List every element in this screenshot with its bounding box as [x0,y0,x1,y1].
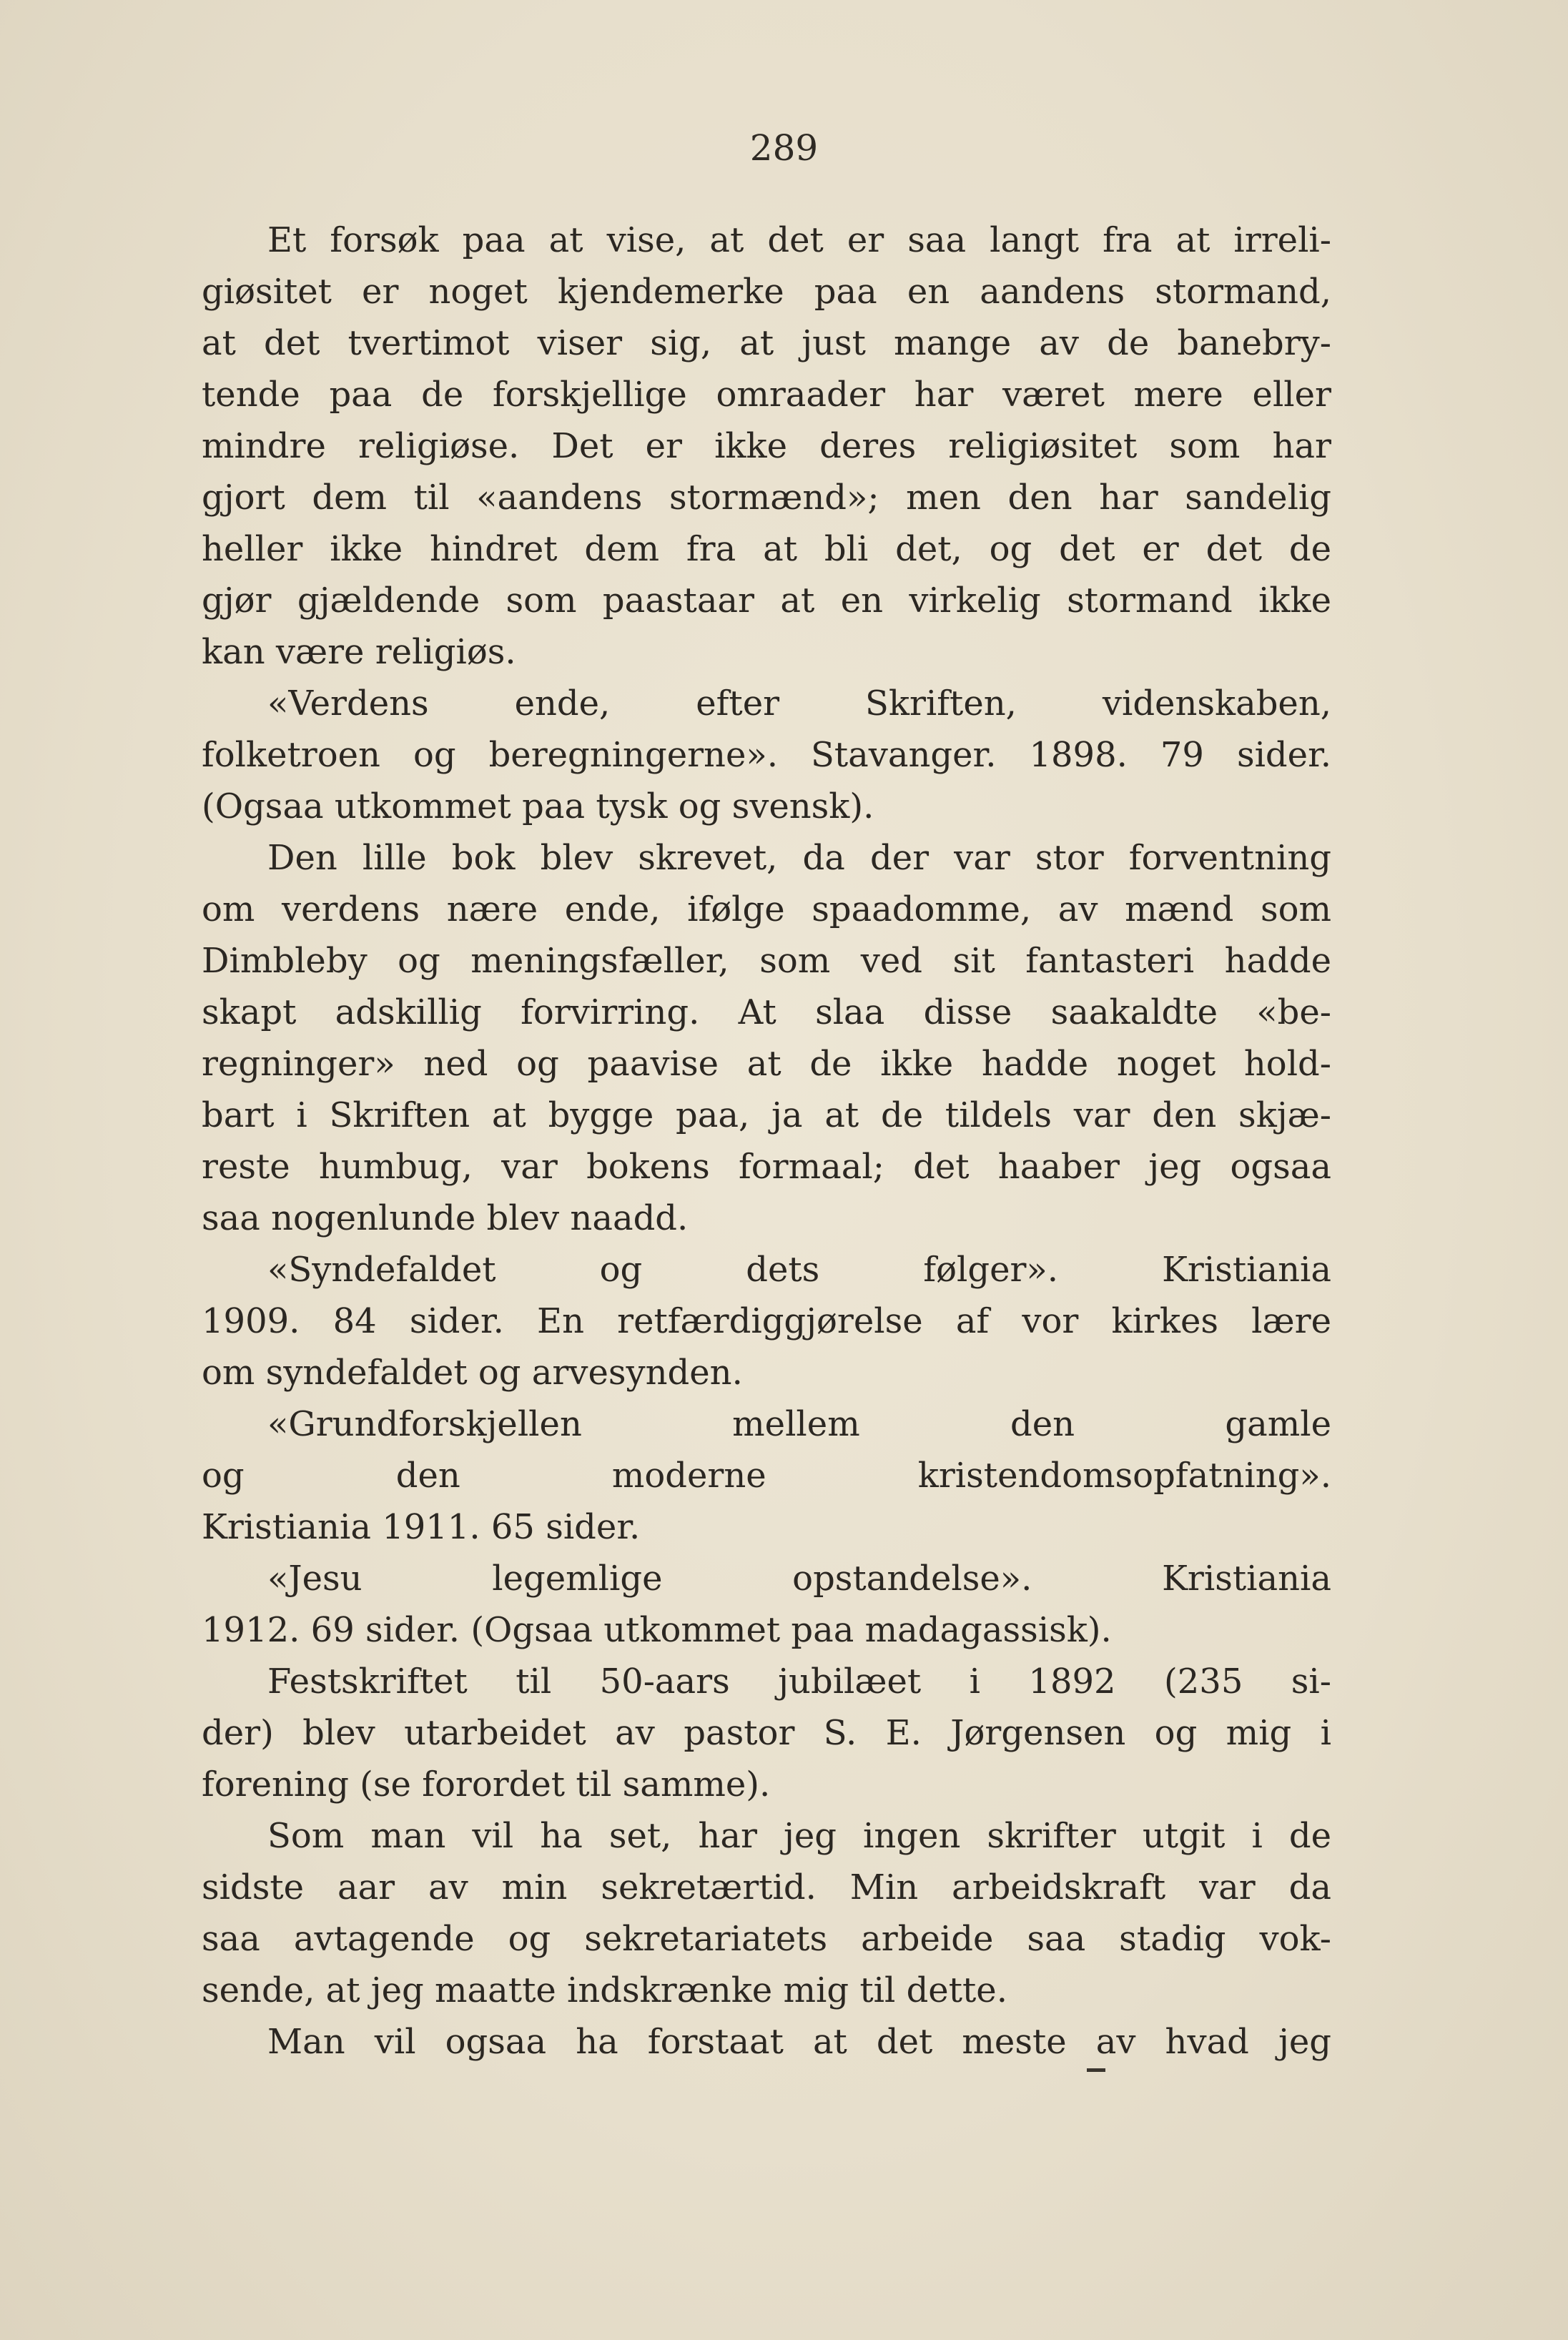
body-text [202,214,1331,2068]
text-line: reste humbug, var bokens formaal; det haaber jeg ogsaa [202,1147,1331,1187]
text-line: der) blev utarbeidet av pastor S. E. Jørgensen og mig i [202,1713,1331,1753]
text-line: at det tvertimot viser sig, at just mange av de banebry- [202,323,1331,363]
text-line: «Jesu legemlige opstandelse». Kristiania [267,1559,1331,1599]
text-line: Som man vil ha set, har jeg ingen skrifter utgit i de [267,1816,1331,1856]
text-line: Et forsøk paa at vise, at det er saa langt fra at irreli- [267,220,1331,260]
text-line: 1909. 84 sider. En retfærdiggjørelse af vor kirkes lære [202,1301,1331,1341]
text-line: forening (se forordet til samme). [202,1764,771,1805]
text-line: (Ogsaa utkommet paa tysk og svensk). [202,786,874,826]
text-line: Festskriftet til 50-aars jubilæet i 1892 (235 si- [267,1662,1331,1702]
text-line: gjør gjældende som paastaar at en virkelig stormand ikke [202,581,1331,621]
text-line: Den lille bok blev skrevet, da der var stor forventning [267,838,1331,878]
text-line: saa nogenlunde blev naadd. [202,1198,689,1238]
text-line: Man vil ogsaa ha forstaat at det meste av hvad jeg [267,2022,1331,2062]
text-line: mindre religiøse. Det er ikke deres religiøsitet som har [202,426,1331,466]
text-line: Kristiania 1911. 65 sider. [202,1507,641,1547]
text-line: 1912. 69 sider. (Ogsaa utkommet paa madagassisk). [202,1610,1112,1650]
text-line: kan være religiøs. [202,632,516,672]
text-line: og den moderne kristendomsopfatning». [202,1456,1331,1496]
text-line: «Syndefaldet og dets følger». Kristiania [267,1250,1331,1290]
text-line: om verdens nære ende, ifølge spaadomme, av mænd som [202,889,1331,929]
text-line: folketroen og beregningerne». Stavanger. 1898. 79 sider. [202,735,1331,775]
printer-dash-mark [1087,2068,1105,2072]
text-line: om syndefaldet og arvesynden. [202,1353,743,1393]
text-line: regninger» ned og paavise at de ikke hadde noget hold- [202,1044,1331,1084]
text-line: tende paa de forskjellige omraader har været mere eller [202,375,1331,415]
text-line: heller ikke hindret dem fra at bli det, og det er det de [202,529,1331,569]
text-line: Dimbleby og meningsfæller, som ved sit fantasteri hadde [202,941,1331,981]
text-line: giøsitet er noget kjendemerke paa en aandens stormand, [202,272,1331,312]
page-number: 289 [749,127,819,169]
text-line: bart i Skriften at bygge paa, ja at de tildels var den skjæ- [202,1095,1331,1135]
text-line: gjort dem til «aandens stormænd»; men den har sandelig [202,478,1331,518]
text-line: «Grundforskjellen mellem den gamle [267,1404,1331,1444]
text-line: «Verdens ende, efter Skriften, videnskaben, [267,683,1331,724]
text-line: skapt adskillig forvirring. At slaa disse saakaldte «be- [202,992,1331,1032]
text-line: sende, at jeg maatte indskrænke mig til dette. [202,1970,1007,2010]
text-line: sidste aar av min sekretærtid. Min arbeidskraft var da [202,1867,1331,1907]
text-line: saa avtagende og sekretariatets arbeide saa stadig vok- [202,1919,1331,1959]
